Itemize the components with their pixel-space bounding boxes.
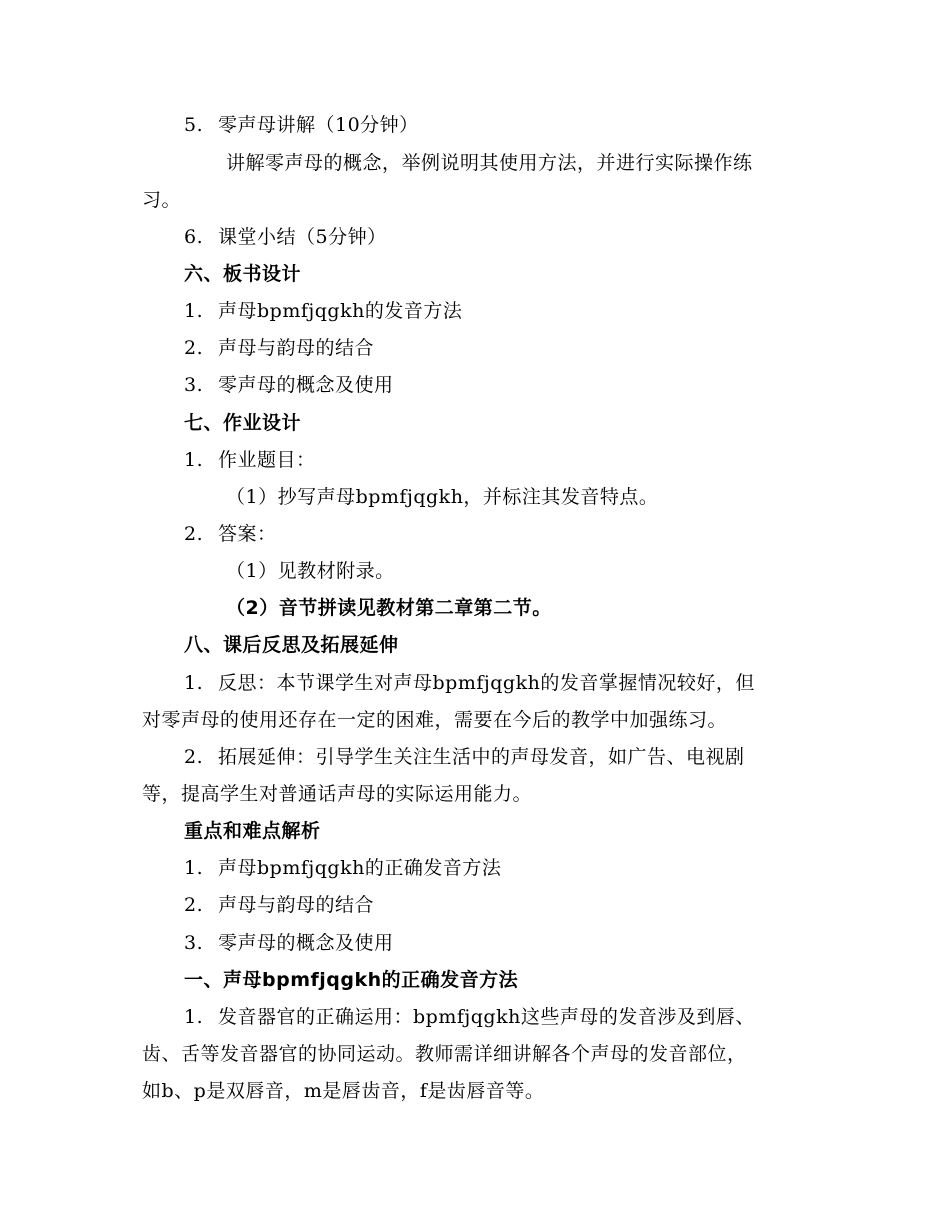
paragraph-line: 齿、舌等发音器官的协同运动。教师需详细讲解各个声母的发音部位，	[142, 1043, 747, 1065]
list-item-text: 零声母的概念及使用	[218, 932, 394, 954]
list-item-5	[142, 107, 854, 144]
section-heading-6: 六、板书设计	[184, 263, 302, 285]
list-item-text: 作业题目：	[218, 449, 316, 471]
list-number: 2.	[184, 523, 204, 545]
list-item-text: 零声母讲解（10分钟）	[218, 114, 419, 136]
list-number: 1.	[184, 300, 204, 322]
section-heading-keypoints: 重点和难点解析	[184, 820, 321, 842]
list-item-text: 答案：	[218, 523, 277, 545]
section-heading-1: 一、声母bpmfjqgkh的正确发音方法	[184, 969, 519, 991]
list-number: 1.	[184, 672, 204, 694]
list-item	[142, 665, 854, 702]
list-item	[142, 850, 854, 887]
sub-item: （1）抄写声母bpmfjqgkh，并标注其发音特点。	[226, 486, 659, 508]
list-item-text: 课堂小结（5分钟）	[218, 226, 387, 248]
list-item	[142, 293, 854, 330]
list-item-6	[142, 219, 854, 256]
list-item	[142, 330, 854, 367]
paragraph-line: 对零声母的使用还存在一定的困难，需要在今后的教学中加强练习。	[142, 709, 728, 731]
list-item	[142, 925, 854, 962]
section-heading-7: 七、作业设计	[184, 412, 302, 434]
list-item-text: 声母与韵母的结合	[218, 337, 375, 359]
list-number: 1.	[184, 857, 204, 879]
paragraph-line: 如b、p是双唇音，m是唇齿音，f是齿唇音等。	[142, 1080, 545, 1102]
list-item-text: 声母bpmfjqgkh的正确发音方法	[218, 857, 502, 879]
list-item	[142, 516, 854, 553]
list-item-text: 反思：本节课学生对声母bpmfjqgkh的发音掌握情况较好，但	[218, 672, 755, 694]
list-number: 3.	[184, 374, 204, 396]
sub-item: （1）见教材附录。	[226, 560, 395, 582]
paragraph-line: 讲解零声母的概念，举例说明其使用方法，并进行实际操作练	[226, 152, 753, 174]
list-item-text: 声母bpmfjqgkh的发音方法	[218, 300, 463, 322]
list-number: 3.	[184, 932, 204, 954]
sub-item-bold: （2）音节拼读见教材第二章第二节。	[226, 597, 552, 619]
section-heading-8: 八、课后反思及拓展延伸	[184, 634, 399, 656]
list-number: 6.	[184, 226, 204, 248]
list-number: 2.	[184, 746, 204, 768]
paragraph-line: 等，提高学生对普通话声母的实际运用能力。	[142, 783, 533, 805]
list-item	[142, 442, 854, 479]
paragraph-line: 习。	[142, 189, 182, 211]
list-item-text: 声母与韵母的结合	[218, 894, 375, 916]
list-item	[142, 999, 854, 1036]
list-item-text: 发音器官的正确运用：bpmfjqgkh这些声母的发音涉及到唇、	[218, 1006, 755, 1028]
list-item	[142, 739, 854, 776]
list-number: 2.	[184, 337, 204, 359]
list-item-text: 零声母的概念及使用	[218, 374, 394, 396]
list-number: 2.	[184, 894, 204, 916]
list-number: 1.	[184, 449, 204, 471]
list-number: 1.	[184, 1006, 204, 1028]
list-item	[142, 367, 854, 404]
list-item-text: 拓展延伸：引导学生关注生活中的声母发音，如广告、电视剧	[218, 746, 745, 768]
list-number: 5.	[184, 114, 204, 136]
list-item	[142, 887, 854, 924]
